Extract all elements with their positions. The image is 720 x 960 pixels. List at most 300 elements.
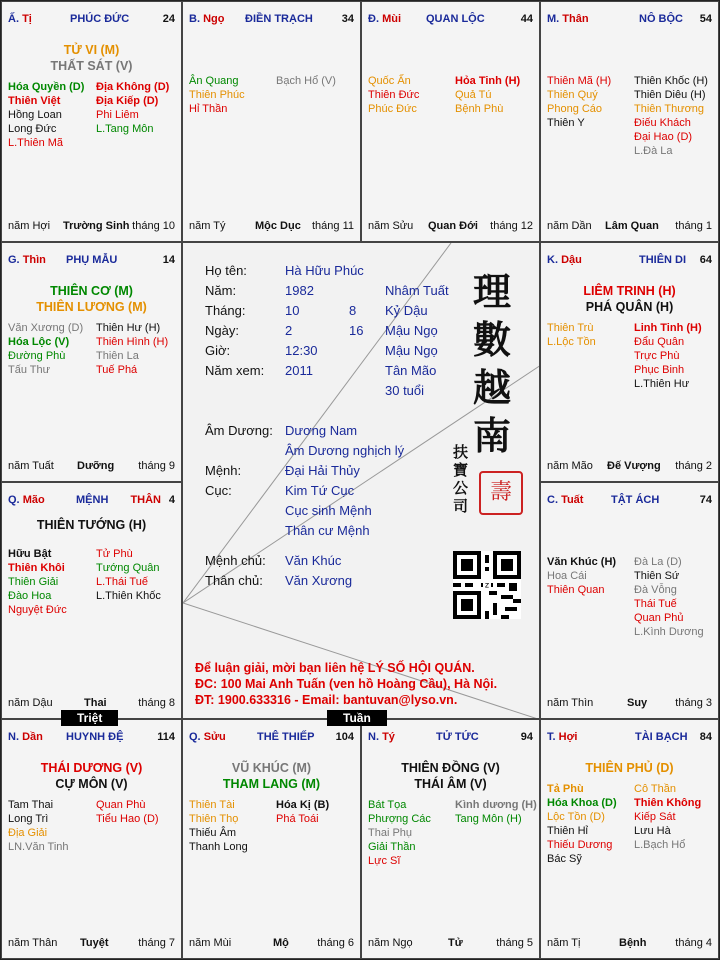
detail-label: Thân chủ: xyxy=(205,573,263,588)
palace-name: HUYNH ĐỆ xyxy=(66,731,124,743)
minor-star[interactable]: Thiên Đức xyxy=(368,89,420,101)
contact-address: ĐC: 100 Mai Anh Tuấn (ven hồ Hoàng Cầu), Hà Nội. xyxy=(195,677,498,691)
life-stage: Mộ xyxy=(273,937,289,949)
main-star[interactable]: THÁI ÂM (V) xyxy=(414,777,487,791)
earthly-branch xyxy=(547,13,589,25)
earthly-branch xyxy=(547,254,582,266)
minor-star[interactable]: Đà Vỗng xyxy=(634,584,677,596)
life-stage: Mộc Dục xyxy=(255,220,301,232)
footer-year: năm Thân xyxy=(8,937,58,949)
palace-age: 44 xyxy=(520,13,533,25)
palace-age: 54 xyxy=(699,13,712,25)
minor-star[interactable]: Phi Liêm xyxy=(96,109,139,121)
right-star-list xyxy=(96,321,168,377)
palace-cell-ngo[interactable] xyxy=(182,1,361,242)
earthly-branch xyxy=(189,731,226,743)
info-value: 10 xyxy=(285,303,300,318)
minor-star[interactable]: Đại Hao (D) xyxy=(634,131,693,143)
detail-value: Văn Khúc xyxy=(285,553,342,568)
triet-tag: Triệt xyxy=(61,710,118,726)
palace-header xyxy=(8,254,175,270)
main-stars xyxy=(6,760,177,792)
footer-year: năm Ngọ xyxy=(368,937,413,949)
minor-star[interactable]: Lưu Hà xyxy=(634,825,671,837)
minor-star[interactable]: Địa Giải xyxy=(8,827,48,839)
minor-star[interactable]: Văn Khúc (H) xyxy=(547,556,617,568)
main-star[interactable]: THAM LANG (M) xyxy=(222,777,321,791)
minor-star[interactable]: Tấu Thư xyxy=(8,364,51,376)
tuan-tag: Tuần xyxy=(327,710,387,726)
minor-star[interactable]: L.Bạch Hổ xyxy=(634,839,686,851)
branch-name: Dậu xyxy=(561,254,582,266)
minor-star[interactable]: Ân Quang xyxy=(189,75,239,87)
life-stage: Tuyệt xyxy=(80,937,109,949)
minor-star[interactable]: Bạch Hổ (V) xyxy=(276,75,336,87)
palace-cell-dan[interactable] xyxy=(1,719,182,959)
minor-star[interactable]: Tang Môn (H) xyxy=(455,813,522,825)
heavenly-stem: M. xyxy=(547,13,560,25)
footer-month: tháng 8 xyxy=(138,697,175,709)
minor-star[interactable]: Tử Phù xyxy=(96,548,133,560)
footer-year: năm Tý xyxy=(189,220,226,232)
minor-star[interactable]: Thiên La xyxy=(96,350,139,362)
minor-star[interactable]: Quốc Ấn xyxy=(368,75,411,87)
minor-star[interactable]: Thiên Việt xyxy=(8,95,61,107)
minor-star[interactable]: Đẩu Quân xyxy=(634,336,685,348)
minor-star[interactable]: Phượng Các xyxy=(368,813,431,825)
left-star-list xyxy=(8,80,84,150)
palace-name: TÀI BẠCH xyxy=(635,731,688,743)
left-star-list xyxy=(8,798,69,854)
heavenly-stem: G. xyxy=(8,254,20,266)
minor-star[interactable]: Đào Hoa xyxy=(8,590,52,602)
earthly-branch xyxy=(8,13,32,25)
main-stars xyxy=(6,283,177,315)
palace-footer xyxy=(8,220,175,234)
palace-cell-dau[interactable] xyxy=(540,242,719,482)
palace-cell-thin[interactable] xyxy=(1,242,182,482)
minor-star[interactable]: Phục Binh xyxy=(634,364,685,376)
heavenly-stem: Ấ. xyxy=(8,13,19,25)
minor-star[interactable]: Hỉ Thần xyxy=(189,103,228,115)
earthly-branch xyxy=(547,494,583,506)
info-canchi: Nhâm Tuất xyxy=(385,283,449,298)
palace-footer xyxy=(547,697,712,711)
main-star[interactable]: PHÁ QUÂN (H) xyxy=(585,300,674,314)
detail-value: Âm Dương nghịch lý xyxy=(285,443,405,458)
earthly-branch xyxy=(8,254,46,266)
right-star-list xyxy=(634,555,704,639)
minor-star[interactable]: Hóa Kị (B) xyxy=(276,799,330,811)
minor-star[interactable]: Thanh Long xyxy=(189,841,248,853)
palace-header xyxy=(547,494,712,510)
branch-name: Tuất xyxy=(561,494,584,506)
right-star-list xyxy=(276,74,336,88)
minor-star[interactable]: Thiên Hình (H) xyxy=(96,336,169,348)
minor-star[interactable]: Đà La (D) xyxy=(634,556,682,568)
minor-star[interactable]: Hỏa Tinh (H) xyxy=(455,75,521,87)
footer-year: năm Sửu xyxy=(368,220,414,232)
minor-star[interactable]: Hóa Lộc (V) xyxy=(8,336,70,348)
palace-footer xyxy=(8,697,175,711)
main-stars xyxy=(187,760,356,792)
detail-label: Mệnh chủ: xyxy=(205,553,266,568)
info-label: Họ tên: xyxy=(205,263,247,278)
detail-label: Mệnh: xyxy=(205,463,242,478)
minor-star[interactable]: Hoa Cái xyxy=(547,570,587,582)
brand-char-4: 南 xyxy=(473,413,512,458)
minor-star[interactable]: Địa Không (D) xyxy=(96,81,170,93)
earthly-branch xyxy=(368,731,395,743)
palace-footer xyxy=(8,460,175,474)
info-canchi: 30 tuổi xyxy=(385,383,425,398)
detail-value: Cục sinh Mệnh xyxy=(285,503,372,518)
left-star-list xyxy=(8,321,83,377)
brand-char-1: 理 xyxy=(473,269,512,314)
minor-star[interactable]: Tướng Quân xyxy=(96,562,160,574)
minor-star[interactable]: Bát Tọa xyxy=(368,799,407,811)
minor-star[interactable]: Long Đức xyxy=(8,123,57,135)
life-stage: Quan Đới xyxy=(428,220,478,232)
footer-year: năm Mão xyxy=(547,460,593,472)
palace-cell-mao[interactable] xyxy=(1,482,182,719)
minor-star[interactable]: L.Đà La xyxy=(634,145,673,157)
main-star[interactable]: TỬ VI (M) xyxy=(63,43,120,57)
minor-star[interactable]: L.Thiên Khốc xyxy=(96,590,161,602)
minor-star[interactable]: Hóa Khoa (D) xyxy=(547,797,617,809)
palace-name: TỬ TỨC xyxy=(436,731,479,743)
minor-star[interactable]: Văn Xương (D) xyxy=(8,322,84,334)
main-star[interactable]: THIÊN LƯƠNG (M) xyxy=(36,300,147,314)
main-star[interactable]: THIÊN PHỦ (D) xyxy=(585,761,674,775)
main-star[interactable]: LIÊM TRINH (H) xyxy=(583,284,676,298)
brand-char-2: 數 xyxy=(473,317,512,362)
palace-header xyxy=(547,13,712,29)
info-lunar-value: 16 xyxy=(349,323,364,338)
footer-month: tháng 9 xyxy=(138,460,175,472)
footer-month: tháng 1 xyxy=(675,220,712,232)
life-stage: Thai xyxy=(84,697,107,709)
minor-star[interactable]: Thiên Giải xyxy=(8,576,59,588)
minor-star[interactable]: Hóa Quyền (D) xyxy=(8,81,85,93)
minor-star[interactable]: Tam Thai xyxy=(8,799,54,811)
subtitle-char: 寶 xyxy=(453,461,469,479)
minor-star[interactable]: Thiên Sứ xyxy=(634,570,680,582)
minor-star[interactable]: Hữu Bật xyxy=(8,548,52,560)
palace-name: THÊ THIẾP xyxy=(257,731,315,743)
main-star[interactable]: THẤT SÁT (V) xyxy=(50,59,133,73)
minor-star[interactable]: Thiên Trù xyxy=(547,322,594,334)
right-star-list xyxy=(96,80,169,136)
left-star-list xyxy=(8,547,67,617)
minor-star[interactable]: Đường Phù xyxy=(8,350,66,362)
palace-name: NÔ BỘC xyxy=(639,13,683,25)
minor-star[interactable]: Thiên Hỉ xyxy=(547,825,588,837)
subtitle-char: 司 xyxy=(453,497,469,515)
minor-star[interactable]: Tiểu Hao (D) xyxy=(96,813,159,825)
life-stage: Đế Vượng xyxy=(607,460,661,472)
minor-star[interactable]: Thiếu Dương xyxy=(547,839,613,851)
minor-star[interactable]: Kình dương (H) xyxy=(455,799,537,811)
branch-name: Tị xyxy=(22,13,32,25)
heavenly-stem: N. xyxy=(8,731,19,743)
footer-month: tháng 6 xyxy=(317,937,354,949)
branch-name: Mùi xyxy=(382,13,402,25)
info-label: Năm: xyxy=(205,283,237,298)
branch-name: Hợi xyxy=(558,731,578,743)
heavenly-stem: Đ. xyxy=(368,13,379,25)
life-stage: Tử xyxy=(448,937,463,949)
minor-star[interactable]: Quan Phù xyxy=(96,799,146,811)
left-star-list xyxy=(547,74,611,130)
right-star-list xyxy=(634,74,708,158)
palace-age: 94 xyxy=(520,731,533,743)
palace-name: MỆNH xyxy=(76,494,109,506)
palace-footer xyxy=(368,220,533,234)
body-palace-tag: THÂN xyxy=(130,494,161,506)
footer-month: tháng 10 xyxy=(132,220,175,232)
heavenly-stem: T. xyxy=(547,731,556,743)
palace-cell-than[interactable] xyxy=(540,1,719,242)
minor-star[interactable]: LN.Văn Tinh xyxy=(8,841,69,853)
palace-age: 84 xyxy=(699,731,712,743)
palace-header xyxy=(189,13,354,29)
left-star-list xyxy=(189,74,245,116)
minor-star[interactable]: Thiên Hư (H) xyxy=(96,322,161,334)
minor-star[interactable]: Phong Cáo xyxy=(547,103,603,115)
main-star[interactable]: THÁI DƯƠNG (V) xyxy=(40,761,143,775)
minor-star[interactable]: Thiên Quý xyxy=(547,89,598,101)
minor-star[interactable]: L.Thiên Mã xyxy=(8,137,64,149)
detail-value: Đại Hải Thủy xyxy=(285,463,360,478)
info-label: Năm xem: xyxy=(205,363,265,378)
minor-star[interactable]: Bệnh Phù xyxy=(455,103,504,115)
info-value: 2011 xyxy=(285,363,313,378)
heavenly-stem: N. xyxy=(368,731,379,743)
minor-star[interactable]: L.Lộc Tồn xyxy=(547,336,596,348)
minor-star[interactable]: Thiên Khốc (H) xyxy=(634,75,708,87)
footer-month: tháng 3 xyxy=(675,697,712,709)
info-value: Hà Hữu Phúc xyxy=(285,263,364,278)
info-canchi: Kỷ Dậu xyxy=(385,303,428,318)
main-star[interactable]: CỰ MÔN (V) xyxy=(55,777,128,791)
branch-name: Thìn xyxy=(22,254,46,266)
right-star-list xyxy=(96,547,161,603)
minor-star[interactable]: Phá Toái xyxy=(276,813,319,825)
life-stage: Lâm Quan xyxy=(605,220,659,232)
main-star[interactable]: VŨ KHÚC (M) xyxy=(231,761,312,775)
minor-star[interactable]: Phúc Đức xyxy=(368,103,417,115)
minor-star[interactable]: Thiên Thương xyxy=(634,103,705,115)
minor-star[interactable]: Lộc Tồn (D) xyxy=(547,811,605,823)
heavenly-stem: C. xyxy=(547,494,558,506)
footer-year: năm Mùi xyxy=(189,937,232,949)
minor-star[interactable]: Cô Thần xyxy=(634,783,676,795)
minor-star[interactable]: Thai Phụ xyxy=(368,827,413,839)
branch-name: Ngọ xyxy=(203,13,225,25)
palace-age: 64 xyxy=(699,254,712,266)
palace-age: 24 xyxy=(162,13,175,25)
minor-star[interactable]: Trực Phù xyxy=(634,350,680,362)
minor-star[interactable]: Thiên Quan xyxy=(547,584,605,596)
subtitle-char: 扶 xyxy=(453,443,469,461)
palace-age: 114 xyxy=(157,731,175,743)
info-value: 12:30 xyxy=(285,343,318,358)
detail-value: Thân cư Mệnh xyxy=(285,523,370,538)
minor-star[interactable]: L.Thiên Hư xyxy=(634,378,690,390)
palace-footer xyxy=(368,937,533,951)
left-star-list xyxy=(547,782,617,866)
info-lunar-value: 8 xyxy=(349,303,357,318)
minor-star[interactable]: Thiên Y xyxy=(547,117,585,129)
minor-star[interactable]: Tả Phù xyxy=(547,783,584,795)
footer-month: tháng 2 xyxy=(675,460,712,472)
detail-label: Cục: xyxy=(205,483,232,498)
palace-footer xyxy=(8,937,175,951)
minor-star[interactable]: Tuế Phá xyxy=(96,364,138,376)
footer-year: năm Thìn xyxy=(547,697,594,709)
palace-cell-ty[interactable] xyxy=(1,1,182,242)
palace-cell-suu[interactable] xyxy=(182,719,361,959)
palace-cell-tuat[interactable] xyxy=(540,482,719,719)
life-stage: Dưỡng xyxy=(77,460,115,472)
palace-footer xyxy=(547,460,712,474)
minor-star[interactable]: Thiên Tài xyxy=(189,799,235,811)
palace-cell-hoi[interactable] xyxy=(540,719,719,959)
palace-name: THIÊN DI xyxy=(639,254,687,266)
qr-code-icon[interactable] xyxy=(453,551,521,619)
palace-header xyxy=(547,731,712,747)
info-canchi: Mậu Ngọ xyxy=(385,343,438,358)
minor-star[interactable]: Thiên Diêu (H) xyxy=(634,89,706,101)
footer-year: năm Tị xyxy=(547,937,581,949)
info-canchi: Tân Mão xyxy=(385,363,437,378)
palace-age: 4 xyxy=(168,494,175,506)
palace-header xyxy=(547,254,712,270)
palace-name: PHỤ MẪU xyxy=(66,254,118,266)
palace-name: QUAN LỘC xyxy=(426,13,485,25)
minor-star[interactable]: Điếu Khách xyxy=(634,117,691,129)
detail-value: Văn Xương xyxy=(285,573,353,588)
left-star-list xyxy=(547,555,616,597)
earthly-branch xyxy=(8,494,45,506)
right-star-list xyxy=(634,782,701,852)
palace-footer xyxy=(189,220,354,234)
minor-star[interactable]: Linh Tinh (H) xyxy=(634,322,702,334)
minor-star[interactable]: L.Thái Tuế xyxy=(96,576,148,588)
minor-star[interactable]: Kiếp Sát xyxy=(634,811,676,823)
palace-header xyxy=(368,731,533,747)
branch-name: Thân xyxy=(562,13,589,25)
branch-name: Sửu xyxy=(203,731,226,743)
left-star-list xyxy=(368,74,419,116)
footer-month: tháng 4 xyxy=(675,937,712,949)
minor-star[interactable]: Quả Tú xyxy=(455,89,492,101)
palace-cell-mui[interactable] xyxy=(361,1,540,242)
minor-star[interactable]: Thiên Phúc xyxy=(189,89,245,101)
earthly-branch xyxy=(547,731,577,743)
heavenly-stem: B. xyxy=(189,13,200,25)
subtitle-char: 公 xyxy=(453,479,469,497)
minor-star[interactable]: L.Kình Dương xyxy=(634,626,704,638)
palace-header xyxy=(189,731,354,747)
main-stars xyxy=(6,42,177,74)
right-star-list xyxy=(455,798,537,826)
minor-star[interactable]: Thiên Không xyxy=(634,797,702,809)
right-star-list xyxy=(276,798,329,826)
palace-footer xyxy=(547,220,712,234)
detail-value: Dương Nam xyxy=(285,423,358,438)
minor-star[interactable]: Long Trì xyxy=(8,813,49,825)
minor-star[interactable]: Địa Kiếp (D) xyxy=(96,95,159,107)
minor-star[interactable]: L.Tang Môn xyxy=(96,123,154,135)
main-stars xyxy=(366,760,535,792)
footer-year: năm Tuất xyxy=(8,460,54,472)
svg-text:z: z xyxy=(484,580,490,590)
main-star[interactable]: THIÊN ĐỒNG (V) xyxy=(401,761,500,775)
brand-subtitle xyxy=(453,443,471,515)
minor-star[interactable]: Lực Sĩ xyxy=(368,855,401,867)
left-star-list xyxy=(547,321,596,349)
palace-name: ĐIỀN TRẠCH xyxy=(245,13,313,25)
info-label: Giờ: xyxy=(205,343,231,358)
footer-year: năm Hợi xyxy=(8,220,51,232)
minor-star[interactable]: Thiên Mã (H) xyxy=(547,75,612,87)
main-star[interactable]: THIÊN TƯỚNG (H) xyxy=(36,518,147,532)
main-stars xyxy=(6,517,177,533)
footer-year: năm Dậu xyxy=(8,697,53,709)
info-value: 2 xyxy=(285,323,293,338)
life-stage: Trường Sinh xyxy=(63,220,130,232)
brand-char-3: 越 xyxy=(473,365,512,410)
palace-header xyxy=(8,494,175,510)
minor-star[interactable]: Thiên Khôi xyxy=(8,562,65,574)
detail-label: Âm Dương: xyxy=(205,423,273,438)
palace-age: 34 xyxy=(341,13,354,25)
heavenly-stem: Q. xyxy=(8,494,20,506)
minor-star[interactable]: Quan Phủ xyxy=(634,612,684,624)
footer-month: tháng 11 xyxy=(311,220,354,232)
minor-star[interactable]: Hồng Loan xyxy=(8,109,62,121)
life-stage: Suy xyxy=(627,697,648,709)
contact-phone-email[interactable]: ĐT: 1900.633316 - Email: bantuvan@lyso.vn. xyxy=(195,693,458,707)
right-star-list xyxy=(634,321,702,391)
detail-value: Kim Tứ Cục xyxy=(285,483,355,498)
contact-line-1: Để luận giải, mời bạn liên hệ LÝ SỐ HỘI QUÁN. xyxy=(195,661,475,675)
minor-star[interactable]: Thái Tuế xyxy=(634,598,677,610)
main-stars xyxy=(545,760,714,776)
left-star-list xyxy=(368,798,431,868)
branch-name: Tý xyxy=(382,731,395,743)
palace-footer xyxy=(189,937,354,951)
center-panel xyxy=(182,242,540,719)
life-stage: Bệnh xyxy=(619,937,647,949)
minor-star[interactable]: Nguyệt Đức xyxy=(8,604,67,616)
left-star-list xyxy=(189,798,248,854)
right-star-list xyxy=(96,798,159,826)
info-value: 1982 xyxy=(285,283,314,298)
minor-star[interactable]: Thiên Thọ xyxy=(189,813,239,825)
palace-name: PHÚC ĐỨC xyxy=(70,13,130,25)
minor-star[interactable]: Bác Sỹ xyxy=(547,853,582,865)
minor-star[interactable]: Giải Thần xyxy=(368,841,416,853)
palace-age: 14 xyxy=(162,254,175,266)
minor-star[interactable]: Thiếu Âm xyxy=(189,827,237,839)
palace-footer xyxy=(547,937,712,951)
main-star[interactable]: THIÊN CƠ (M) xyxy=(50,284,133,298)
heavenly-stem: Q. xyxy=(189,731,201,743)
palace-cell-ty2[interactable] xyxy=(361,719,540,959)
